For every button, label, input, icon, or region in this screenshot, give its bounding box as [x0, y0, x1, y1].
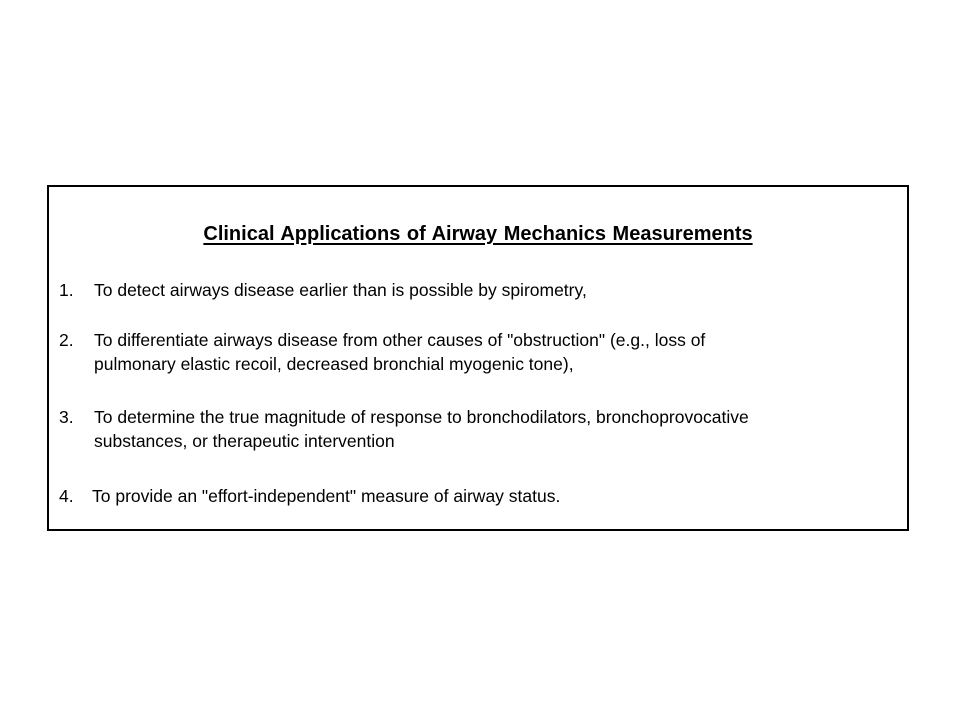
- list-item-line: pulmonary elastic recoil, decreased bronchial myogenic tone),: [94, 354, 574, 374]
- list-item-number: 4.: [59, 486, 74, 506]
- slide-title: Clinical Applications of Airway Mechanics Measurements: [203, 223, 753, 245]
- list-item: [59, 278, 587, 302]
- list-item-text: [94, 328, 705, 376]
- list-item-line: To detect airways disease earlier than is possible by spirometry,: [94, 280, 587, 300]
- list-item-line: To differentiate airways disease from other causes of "obstruction" (e.g., loss of: [94, 330, 706, 350]
- list-item-line: To provide an "effort-independent" measure of airway status.: [92, 486, 561, 506]
- list-item-text: [92, 484, 560, 508]
- list-item-number: 2.: [59, 330, 74, 350]
- list-item: [59, 405, 749, 453]
- list-item-number: 1.: [59, 280, 74, 300]
- list-item-text: [94, 278, 587, 302]
- content-box: [47, 185, 909, 531]
- list-item-number: 3.: [59, 407, 74, 427]
- list-item-text: [94, 405, 749, 453]
- list-item: [59, 484, 560, 508]
- list-item-line: substances, or therapeutic intervention: [94, 431, 395, 451]
- list-item-line: To determine the true magnitude of response to bronchodilators, bronchoprovocative: [94, 407, 749, 427]
- list-item: [59, 328, 705, 376]
